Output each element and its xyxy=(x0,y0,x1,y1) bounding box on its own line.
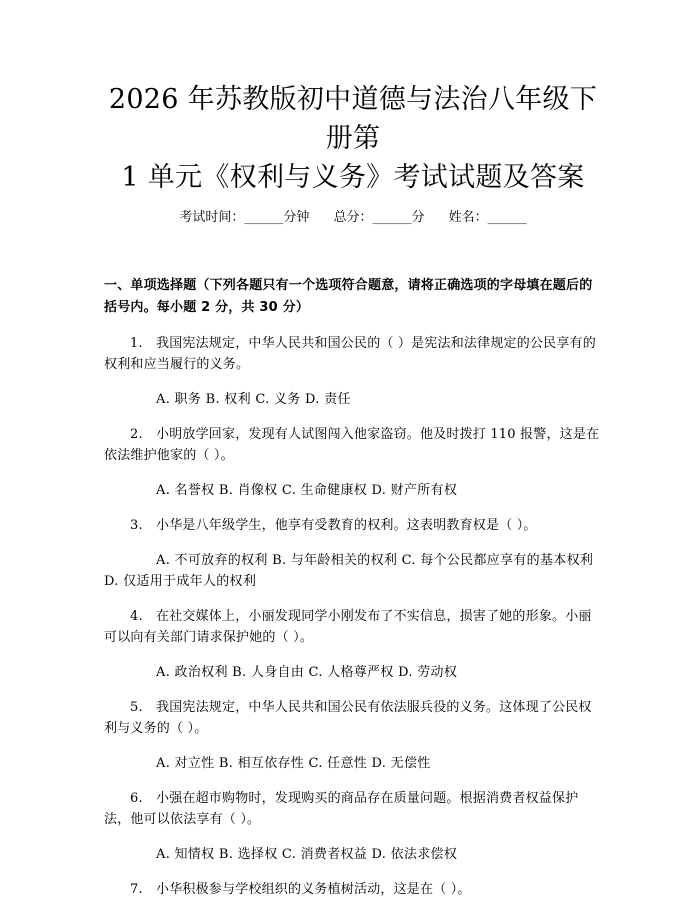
question-item xyxy=(104,788,602,865)
question-stem xyxy=(104,788,602,830)
question-stem xyxy=(104,879,602,900)
exam-time-field: 考试时间：______分钟 xyxy=(179,210,310,225)
question-item xyxy=(104,515,602,592)
question-stem xyxy=(104,515,602,536)
question-text: 小强在超市购物时，发现购买的商品存在质量问题。根据消费者权益保护法，他可以依法享有（ ）。 xyxy=(104,791,579,827)
question-list xyxy=(104,333,602,900)
question-text: 我国宪法规定，中华人民共和国公民有依法服兵役的义务。这体现了公民权利与义务的（ ）。 xyxy=(104,700,592,736)
question-options: A. 不可放弃的权利 B. 与年龄相关的权利 C. 每个公民都应享有的基本权利 D. 仅适用于成年人的权利 xyxy=(104,553,594,589)
question-stem xyxy=(104,333,602,375)
student-name-field: 姓名：______ xyxy=(448,210,527,225)
title-line-1: 2026 年苏教版初中道德与法治八年级下册第 xyxy=(108,84,598,154)
question-text: 我国宪法规定，中华人民共和国公民的（ ）是宪法和法律规定的公民享有的权利和应当履行的义务。 xyxy=(104,336,596,372)
question-options: A. 对立性 B. 相互依存性 C. 任意性 D. 无偿性 xyxy=(156,756,431,771)
title-line-2: 1 单元《权利与义务》考试试题及答案 xyxy=(121,162,585,193)
question-stem xyxy=(104,697,602,739)
total-score-field: 总分：______分 xyxy=(333,210,425,225)
question-options: A. 政治权利 B. 人身自由 C. 人格尊严权 D. 劳动权 xyxy=(156,665,458,680)
question-text: 小明放学回家，发现有人试图闯入他家盗窃。他及时拨打 110 报警，这是在依法维护他家的（ ）。 xyxy=(104,427,600,463)
question-stem xyxy=(104,606,602,648)
question-item xyxy=(104,879,602,900)
question-number: 6. xyxy=(130,791,143,806)
question-number: 2. xyxy=(130,427,143,442)
question-number: 1. xyxy=(130,336,143,351)
exam-meta xyxy=(104,208,602,228)
question-text: 小华是八年级学生，他享有受教育的权利。这表明教育权是（ ）。 xyxy=(156,518,537,533)
question-item xyxy=(104,697,602,774)
question-text: 小华积极参与学校组织的义务植树活动，这是在（ ）。 xyxy=(156,882,471,897)
question-options: A. 职务 B. 权利 C. 义务 D. 责任 xyxy=(156,392,351,407)
question-options: A. 名誉权 B. 肖像权 C. 生命健康权 D. 财产所有权 xyxy=(156,483,458,498)
question-text: 在社交媒体上，小丽发现同学小刚发布了不实信息，损害了她的形象。小丽可以向有关部门请求保护她的（ ）。 xyxy=(104,609,592,645)
question-number: 3. xyxy=(130,518,143,533)
document-title xyxy=(104,0,602,197)
question-item xyxy=(104,424,602,501)
question-item xyxy=(104,606,602,683)
question-number: 4. xyxy=(130,609,143,624)
question-item xyxy=(104,333,602,410)
question-options: A. 知情权 B. 选择权 C. 消费者权益 D. 依法求偿权 xyxy=(156,847,458,862)
question-number: 5. xyxy=(130,700,143,715)
question-number: 7. xyxy=(130,882,143,897)
question-stem xyxy=(104,424,602,466)
section-heading: 一、单项选择题（下列各题只有一个选项符合题意，请将正确选项的字母填在题后的括号内。每小题 2 分，共 30 分） xyxy=(104,278,593,315)
